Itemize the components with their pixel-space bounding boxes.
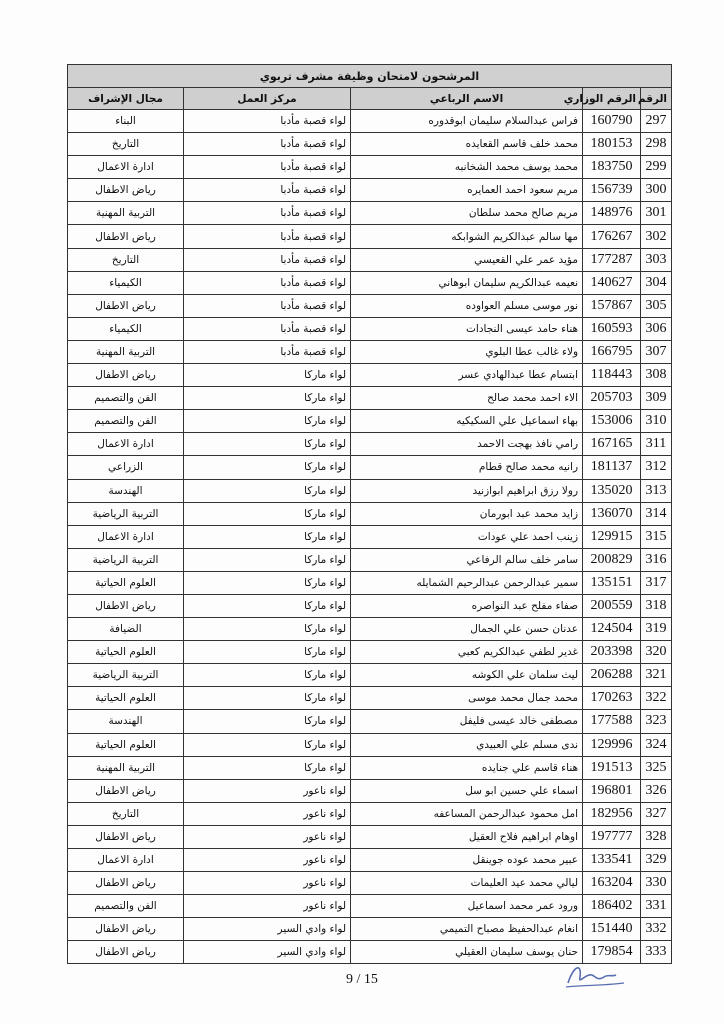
row-number: 300 <box>641 179 672 202</box>
row-number: 329 <box>641 849 672 872</box>
row-number: 311 <box>641 433 672 456</box>
candidate-name: ليث سلمان علي الكوشه <box>351 664 583 687</box>
row-number: 327 <box>641 802 672 825</box>
handwritten-signature-icon <box>560 955 630 995</box>
candidate-name: اسماء علي حسين ابو سل <box>351 779 583 802</box>
supervision-field: رياض الاطفال <box>68 872 184 895</box>
table-row <box>68 664 672 687</box>
table-row <box>68 571 672 594</box>
row-number: 320 <box>641 641 672 664</box>
supervision-field: البناء <box>68 110 184 133</box>
work-center: لواء ماركا <box>184 641 351 664</box>
candidate-name: هناء قاسم علي جنايده <box>351 756 583 779</box>
row-number: 301 <box>641 202 672 225</box>
work-center: لواء ماركا <box>184 433 351 456</box>
work-center: لواء ماركا <box>184 479 351 502</box>
supervision-field: العلوم الحياتية <box>68 571 184 594</box>
work-center: لواء ماركا <box>184 387 351 410</box>
ministry-id: 182956 <box>583 802 641 825</box>
candidate-name: مها سالم عبدالكريم الشوابكه <box>351 225 583 248</box>
supervision-field: التاريخ <box>68 802 184 825</box>
candidate-name: بهاء اسماعيل علي السكيكيه <box>351 410 583 433</box>
candidate-name: مصطفى خالد عيسى فليفل <box>351 710 583 733</box>
table-row <box>68 618 672 641</box>
row-number: 319 <box>641 618 672 641</box>
ministry-id: 176267 <box>583 225 641 248</box>
supervision-field: ادارة الاعمال <box>68 525 184 548</box>
row-number: 317 <box>641 571 672 594</box>
ministry-id: 186402 <box>583 895 641 918</box>
header-work-center: مركز العمل <box>184 88 351 110</box>
ministry-id: 148976 <box>583 202 641 225</box>
supervision-field: التاريخ <box>68 133 184 156</box>
candidate-name: رانيه محمد صالح قطام <box>351 456 583 479</box>
supervision-field: رياض الاطفال <box>68 179 184 202</box>
table-title: المرشحون لامتحان وظيفة مشرف تربوي <box>68 65 672 88</box>
supervision-field: العلوم الحياتية <box>68 733 184 756</box>
candidate-name: حنان يوسف سليمان العقيلي <box>351 941 583 964</box>
table-row <box>68 340 672 363</box>
row-number: 323 <box>641 710 672 733</box>
header-num: الرقم <box>641 88 672 110</box>
candidates-table <box>67 64 672 964</box>
table-row <box>68 433 672 456</box>
ministry-id: 206288 <box>583 664 641 687</box>
table-row <box>68 895 672 918</box>
work-center: لواء قصبة مأدبا <box>184 271 351 294</box>
supervision-field: الكيمياء <box>68 271 184 294</box>
supervision-field: رياض الاطفال <box>68 941 184 964</box>
row-number: 333 <box>641 941 672 964</box>
row-number: 307 <box>641 340 672 363</box>
supervision-field: ادارة الاعمال <box>68 156 184 179</box>
supervision-field: الهندسة <box>68 710 184 733</box>
candidate-name: هناء حامد عيسى النجادات <box>351 317 583 340</box>
candidate-name: رامي نافذ بهجت الاحمد <box>351 433 583 456</box>
supervision-field: العلوم الحياتية <box>68 687 184 710</box>
candidate-name: ورود عمر محمد اسماعيل <box>351 895 583 918</box>
table-row <box>68 387 672 410</box>
supervision-field: التربية الرياضية <box>68 502 184 525</box>
header-ministry-id: الرقم الوزاري <box>583 88 641 110</box>
row-number: 326 <box>641 779 672 802</box>
supervision-field: الفن والتصميم <box>68 410 184 433</box>
table-row <box>68 733 672 756</box>
row-number: 332 <box>641 918 672 941</box>
table-row <box>68 179 672 202</box>
supervision-field: الهندسة <box>68 479 184 502</box>
page-number: 9 / 15 <box>346 972 378 987</box>
row-number: 313 <box>641 479 672 502</box>
ministry-id: 135020 <box>583 479 641 502</box>
ministry-id: 177588 <box>583 710 641 733</box>
work-center: لواء ناعور <box>184 872 351 895</box>
ministry-id: 166795 <box>583 340 641 363</box>
row-number: 328 <box>641 825 672 848</box>
row-number: 310 <box>641 410 672 433</box>
work-center: لواء وادي السير <box>184 918 351 941</box>
candidate-name: محمد جمال محمد موسى <box>351 687 583 710</box>
table-row <box>68 641 672 664</box>
table-row <box>68 225 672 248</box>
candidate-name: عدنان حسن علي الجمال <box>351 618 583 641</box>
ministry-id: 179854 <box>583 941 641 964</box>
ministry-id: 136070 <box>583 502 641 525</box>
ministry-id: 135151 <box>583 571 641 594</box>
table-row <box>68 156 672 179</box>
row-number: 298 <box>641 133 672 156</box>
candidate-name: انغام عبدالحفيظ مصباح التميمي <box>351 918 583 941</box>
candidate-name: زايد محمد عبد ابورمان <box>351 502 583 525</box>
work-center: لواء ماركا <box>184 502 351 525</box>
candidate-name: ليالي محمد عيد العليمات <box>351 872 583 895</box>
table-row <box>68 202 672 225</box>
work-center: لواء ناعور <box>184 895 351 918</box>
ministry-id: 196801 <box>583 779 641 802</box>
work-center: لواء وادي السير <box>184 941 351 964</box>
work-center: لواء ماركا <box>184 687 351 710</box>
candidate-name: مريم صالح محمد سلطان <box>351 202 583 225</box>
work-center: لواء قصبة مأدبا <box>184 156 351 179</box>
row-number: 297 <box>641 110 672 133</box>
header-full-name: الاسم الرباعي <box>351 88 583 110</box>
work-center: لواء ناعور <box>184 802 351 825</box>
supervision-field: رياض الاطفال <box>68 918 184 941</box>
supervision-field: رياض الاطفال <box>68 225 184 248</box>
work-center: لواء قصبة مأدبا <box>184 225 351 248</box>
work-center: لواء ناعور <box>184 779 351 802</box>
table-row <box>68 872 672 895</box>
supervision-field: العلوم الحياتية <box>68 641 184 664</box>
work-center: لواء قصبة مأدبا <box>184 294 351 317</box>
table-row <box>68 294 672 317</box>
work-center: لواء قصبة مأدبا <box>184 133 351 156</box>
supervision-field: الفن والتصميم <box>68 895 184 918</box>
table-row <box>68 548 672 571</box>
work-center: لواء ماركا <box>184 525 351 548</box>
work-center: لواء ناعور <box>184 825 351 848</box>
table-header-row <box>68 88 672 110</box>
table-title-row <box>68 65 672 88</box>
ministry-id: 177287 <box>583 248 641 271</box>
work-center: لواء قصبة مأدبا <box>184 248 351 271</box>
work-center: لواء قصبة مأدبا <box>184 340 351 363</box>
row-number: 316 <box>641 548 672 571</box>
work-center: لواء ماركا <box>184 548 351 571</box>
ministry-id: 197777 <box>583 825 641 848</box>
table-row <box>68 502 672 525</box>
ministry-id: 200559 <box>583 594 641 617</box>
table-row <box>68 248 672 271</box>
supervision-field: رياض الاطفال <box>68 594 184 617</box>
candidate-name: ابتسام عطا عبدالهادي عسر <box>351 364 583 387</box>
ministry-id: 200829 <box>583 548 641 571</box>
row-number: 322 <box>641 687 672 710</box>
table-row <box>68 802 672 825</box>
work-center: لواء قصبة مأدبا <box>184 317 351 340</box>
supervision-field: التربية المهنية <box>68 340 184 363</box>
table-row <box>68 756 672 779</box>
table-row <box>68 133 672 156</box>
row-number: 324 <box>641 733 672 756</box>
table-row <box>68 710 672 733</box>
candidate-name: زينب احمد علي عودات <box>351 525 583 548</box>
candidate-name: رولا رزق ابراهيم ابوازنيد <box>351 479 583 502</box>
candidate-name: محمد خلف قاسم القعايده <box>351 133 583 156</box>
row-number: 330 <box>641 872 672 895</box>
supervision-field: رياض الاطفال <box>68 779 184 802</box>
table-body <box>68 110 672 964</box>
candidate-name: محمد يوسف محمد الشخانبه <box>351 156 583 179</box>
work-center: لواء ناعور <box>184 849 351 872</box>
ministry-id: 203398 <box>583 641 641 664</box>
ministry-id: 191513 <box>583 756 641 779</box>
table-row <box>68 687 672 710</box>
table-row <box>68 525 672 548</box>
ministry-id: 183750 <box>583 156 641 179</box>
table-row <box>68 779 672 802</box>
row-number: 318 <box>641 594 672 617</box>
candidate-name: سامر خلف سالم الرفاعي <box>351 548 583 571</box>
supervision-field: التربية الرياضية <box>68 664 184 687</box>
supervision-field: التربية الرياضية <box>68 548 184 571</box>
row-number: 308 <box>641 364 672 387</box>
ministry-id: 181137 <box>583 456 641 479</box>
candidate-name: ولاء غالب عطا البلوي <box>351 340 583 363</box>
row-number: 321 <box>641 664 672 687</box>
ministry-id: 151440 <box>583 918 641 941</box>
supervision-field: الفن والتصميم <box>68 387 184 410</box>
ministry-id: 180153 <box>583 133 641 156</box>
ministry-id: 170263 <box>583 687 641 710</box>
ministry-id: 153006 <box>583 410 641 433</box>
table-row <box>68 594 672 617</box>
ministry-id: 129915 <box>583 525 641 548</box>
row-number: 304 <box>641 271 672 294</box>
row-number: 309 <box>641 387 672 410</box>
row-number: 325 <box>641 756 672 779</box>
table-row <box>68 479 672 502</box>
ministry-id: 124504 <box>583 618 641 641</box>
table-row <box>68 317 672 340</box>
candidate-name: عبير محمد عوده جوينقل <box>351 849 583 872</box>
work-center: لواء ماركا <box>184 410 351 433</box>
row-number: 314 <box>641 502 672 525</box>
work-center: لواء ماركا <box>184 364 351 387</box>
ministry-id: 163204 <box>583 872 641 895</box>
row-number: 302 <box>641 225 672 248</box>
ministry-id: 156739 <box>583 179 641 202</box>
ministry-id: 160593 <box>583 317 641 340</box>
table-row <box>68 918 672 941</box>
table-row <box>68 364 672 387</box>
table-row <box>68 110 672 133</box>
work-center: لواء ماركا <box>184 571 351 594</box>
row-number: 312 <box>641 456 672 479</box>
candidate-name: مؤيد عمر علي القعيسي <box>351 248 583 271</box>
ministry-id: 133541 <box>583 849 641 872</box>
ministry-id: 160790 <box>583 110 641 133</box>
ministry-id: 167165 <box>583 433 641 456</box>
candidate-name: فراس عبدالسلام سليمان ابوقدوره <box>351 110 583 133</box>
ministry-id: 118443 <box>583 364 641 387</box>
table-row <box>68 825 672 848</box>
candidate-name: امل محمود عبدالرحمن المساعفه <box>351 802 583 825</box>
candidate-name: اوهام ابراهيم فلاح العقيل <box>351 825 583 848</box>
row-number: 315 <box>641 525 672 548</box>
row-number: 305 <box>641 294 672 317</box>
row-number: 306 <box>641 317 672 340</box>
supervision-field: رياض الاطفال <box>68 825 184 848</box>
candidate-name: غدير لطفي عبدالكريم كعبي <box>351 641 583 664</box>
candidate-name: مريم سعود احمد العمايره <box>351 179 583 202</box>
ministry-id: 205703 <box>583 387 641 410</box>
candidate-name: الاء احمد محمد صالح <box>351 387 583 410</box>
candidate-name: نعيمه عبدالكريم سليمان ابوهاني <box>351 271 583 294</box>
table-row <box>68 849 672 872</box>
supervision-field: رياض الاطفال <box>68 364 184 387</box>
ministry-id: 157867 <box>583 294 641 317</box>
work-center: لواء ماركا <box>184 664 351 687</box>
candidate-name: سمير عبدالرحمن عبدالرحيم الشمايله <box>351 571 583 594</box>
work-center: لواء قصبة مأدبا <box>184 202 351 225</box>
work-center: لواء ماركا <box>184 756 351 779</box>
supervision-field: الزراعي <box>68 456 184 479</box>
supervision-field: الكيمياء <box>68 317 184 340</box>
work-center: لواء ماركا <box>184 733 351 756</box>
supervision-field: التربية المهنية <box>68 756 184 779</box>
work-center: لواء قصبة مأدبا <box>184 110 351 133</box>
candidate-name: ندى مسلم علي العبيدي <box>351 733 583 756</box>
table-row <box>68 456 672 479</box>
supervision-field: ادارة الاعمال <box>68 849 184 872</box>
table-row <box>68 271 672 294</box>
supervision-field: الضيافة <box>68 618 184 641</box>
row-number: 299 <box>641 156 672 179</box>
ministry-id: 140627 <box>583 271 641 294</box>
supervision-field: ادارة الاعمال <box>68 433 184 456</box>
supervision-field: التربية المهنية <box>68 202 184 225</box>
work-center: لواء ماركا <box>184 618 351 641</box>
ministry-id: 129996 <box>583 733 641 756</box>
row-number: 331 <box>641 895 672 918</box>
supervision-field: التاريخ <box>68 248 184 271</box>
work-center: لواء ماركا <box>184 710 351 733</box>
work-center: لواء قصبة مأدبا <box>184 179 351 202</box>
work-center: لواء ماركا <box>184 456 351 479</box>
header-supervision-field: مجال الإشراف <box>68 88 184 110</box>
candidate-name: نور موسى مسلم العواوده <box>351 294 583 317</box>
work-center: لواء ماركا <box>184 594 351 617</box>
candidate-name: صفاء مفلح عبد النواصره <box>351 594 583 617</box>
row-number: 303 <box>641 248 672 271</box>
table-row <box>68 410 672 433</box>
supervision-field: رياض الاطفال <box>68 294 184 317</box>
